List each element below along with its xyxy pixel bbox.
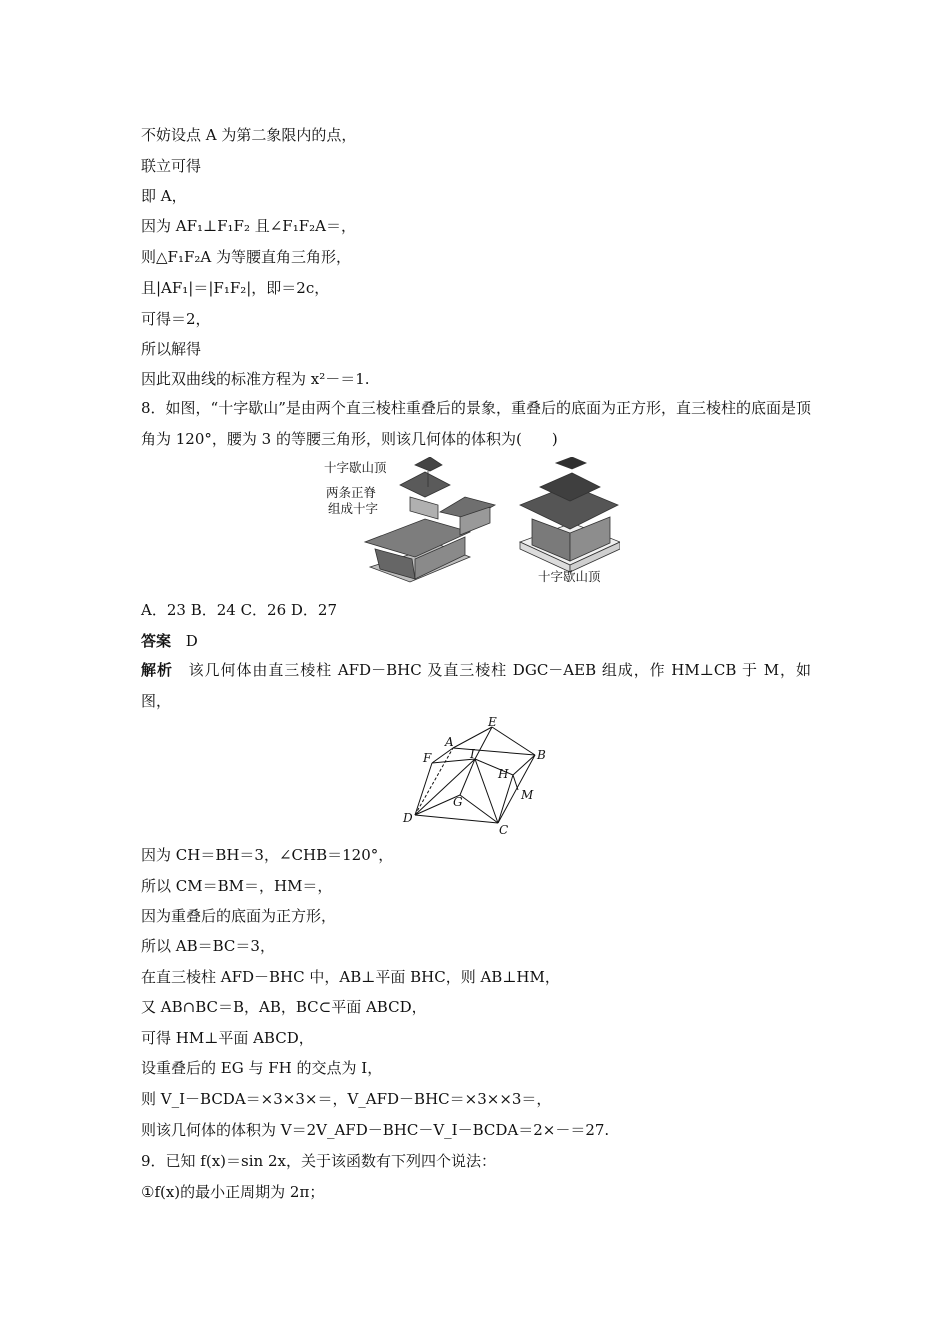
edge-AB (453, 748, 535, 755)
answer-line (141, 631, 198, 651)
question-9-stem: 9．已知 f(x)＝sin 2x，关于该函数有下列四个说法： (141, 1152, 496, 1170)
solution-line: 则该几何体的体积为 V＝2V_AFD－BHC－V_I－BCDA＝2×－＝27. (141, 1121, 610, 1139)
geometry-diagram (395, 715, 555, 840)
edge-IG (460, 759, 475, 795)
edge-HM (513, 775, 518, 790)
answer-value: D (185, 632, 198, 650)
analysis-text: 该几何体由直三棱柱 AFD－BHC 及直三棱柱 DGC－AEB 组成，作 HM⊥CB 于 M，如图， (141, 661, 811, 710)
edge-FI (432, 759, 475, 763)
text-line: 所以解得 (141, 340, 202, 358)
label-D: D (403, 811, 413, 825)
edge-EB (492, 727, 535, 755)
label-ridge-2: 组成十字 (328, 501, 379, 516)
label-bottom: 十字歇山顶 (538, 569, 601, 584)
edge-IC (475, 759, 498, 823)
label-H: H (498, 767, 509, 781)
solution-line: 因为 CH＝BH＝3，∠CHB＝120°， (141, 846, 394, 864)
label-C: C (499, 823, 509, 837)
label-M: M (521, 788, 534, 802)
label-I: I (470, 747, 475, 761)
label-G: G (453, 795, 463, 809)
question-8-stem: 8．如图，“十字歇山”是由两个直三棱柱重叠后的景象，重叠后的底面为正方形，直三棱柱的底面是顶角为 120°，腰为 3 的等腰三角形，则该几何体的体积为( ) (141, 399, 811, 448)
solution-line: 因为重叠后的底面为正方形， (141, 907, 337, 925)
solution-line: 可得 HM⊥平面 ABCD， (141, 1029, 314, 1047)
answer-options: A．23 B．24 C．26 D．27 (141, 601, 338, 619)
analysis-paragraph (141, 655, 811, 717)
text-line: 则△F₁F₂A 为等腰直角三角形， (141, 248, 351, 266)
edge-DC (415, 815, 498, 823)
label-B: B (537, 748, 546, 762)
cross-gable-roof-figure (320, 457, 620, 589)
edge-DA-dashed (415, 748, 453, 815)
solution-line: 所以 AB＝BC＝3， (141, 937, 275, 955)
text-line: 因为 AF₁⊥F₁F₂ 且∠F₁F₂A＝， (141, 217, 356, 235)
solution-line: 则 V_I－BCDA＝×3×3×＝，V_AFD－BHC＝×3××3＝， (141, 1090, 552, 1108)
solution-line: 又 AB∩BC＝B，AB，BC⊂平面 ABCD， (141, 998, 427, 1016)
text-line: 即 A， (141, 187, 187, 205)
edge-GC (460, 795, 498, 823)
label-ridge-1: 两条正脊 (326, 485, 377, 500)
label-F: F (423, 751, 432, 765)
solution-line: 设重叠后的 EG 与 FH 的交点为 I， (141, 1059, 383, 1077)
question-9-item-1: ①f(x)的最小正周期为 2π； (141, 1183, 325, 1201)
label-A: A (445, 735, 454, 749)
edge-HB (513, 755, 535, 775)
text-line: 联立可得 (141, 157, 202, 175)
label-top: 十字歇山顶 (324, 460, 387, 475)
text-line: 因此双曲线的标准方程为 x²－＝1. (141, 370, 370, 388)
solution-line: 在直三棱柱 AFD－BHC 中，AB⊥平面 BHC，则 AB⊥HM， (141, 968, 560, 986)
edge-FA (432, 748, 453, 763)
label-E: E (488, 715, 497, 729)
analysis-label: 解析 (141, 661, 173, 679)
text-line: 不妨设点 A 为第二象限内的点， (141, 126, 357, 144)
solution-line: 所以 CM＝BM＝，HM＝， (141, 877, 333, 895)
answer-label: 答案 (141, 632, 172, 650)
text-line: 且|AF₁|＝|F₁F₂|，即＝2c， (141, 279, 330, 297)
text-line: 可得＝2， (141, 310, 211, 328)
